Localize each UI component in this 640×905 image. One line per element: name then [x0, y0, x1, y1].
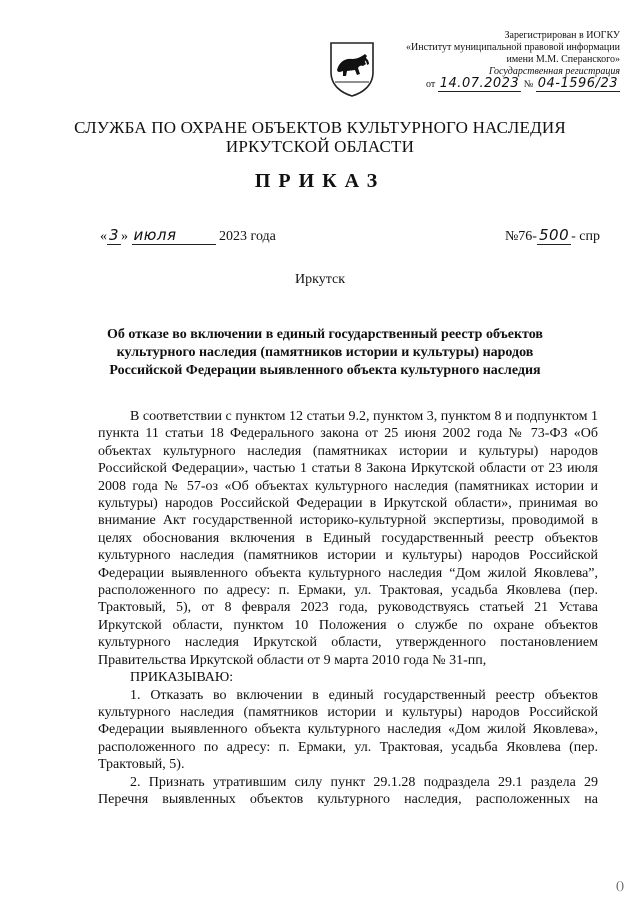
registration-date-number: [360, 78, 620, 91]
registration-line-4: Государственная регистрация: [488, 66, 620, 77]
agency-line-1: СЛУЖБА ПО ОХРАНЕ ОБЪЕКТОВ КУЛЬТУРНОГО НАСЛЕДИЯ: [74, 118, 566, 137]
city: Иркутск: [294, 272, 346, 287]
order-date: [100, 226, 276, 245]
order-number-value: 500: [538, 226, 570, 244]
order-item-1: 1. Отказать во включении в единый государственный реестр объектов культурного наследия (памятников истории и культуры) народов Российской Федерации выявленного объекта культурного наследия «Дом жилой Яковлева», расположенного по адресу: п. Ермаки, ул. Трактовая, усадьба Яковлева (пер. Трактовый, 5).: [98, 687, 598, 773]
registration-stamp: [360, 30, 620, 91]
order-number-suffix: - спр: [571, 229, 600, 244]
registration-date: 14.07.2023: [439, 76, 520, 91]
document-title: ПРИКАЗ: [254, 170, 386, 192]
preamble-paragraph: В соответствии с пунктом 12 статьи 9.2, пунктом 3, пунктом 8 и подпунктом 1 пункта 11 статьи 18 Федерального закона от 25 июня 2002 года № 73-ФЗ «Об объектах культурного наследия (памятниках истории и культуры) народов Российской Федерации», частью 1 статьи 8 Закона Иркутской области от 23 июля 2008 года № 57-оз «Об объектах культурного наследия (памятниках истории и культуры) народов Российской Федерации в Иркутской области», принимая во внимание Акт государственной историко-культурной экспертизы, проводимой в целях обоснования включения в Единый государственный реестр объектов культурного наследия (памятников истории и культуры) народов Российской Федерации выявленного объекта культурного наследия “Дом жилой Яковлева”, расположенного по адресу: п. Ермаки, ул. Трактовая, усадьба Яковлева (пер. Трактовый, 5), от 8 февраля 2023 года, руководствуясь статьей 21 Устава Иркутской области, пунктом 10 Положения о службе по охране объектов культурного наследия Иркутской области, утвержденного постановлением Правительства Иркутской области от 9 марта 2010 года № 31-пп,: [98, 409, 598, 668]
date-day: 3: [109, 226, 120, 244]
date-close-quote: »: [121, 229, 129, 244]
registration-number: 04-1596/23: [537, 76, 618, 91]
date-year: 2023 года: [219, 229, 276, 244]
registration-prefix: от: [426, 79, 436, 90]
order-heading: Об отказе во включении в единый государственный реестр объектов культурного наследия (памятников истории и культуры) народов Российской Федерации выявленного объекта культурного наследия: [107, 327, 543, 378]
order-number: [505, 226, 600, 245]
registration-number-sign: №: [523, 79, 534, 90]
orders-word: ПРИКАЗЫВАЮ:: [130, 670, 234, 686]
date-open-quote: «: [100, 229, 107, 244]
registration-line-3: имени М.М. Сперанского»: [506, 54, 620, 65]
agency-name: [0, 118, 640, 156]
registration-line-1: Зарегистрирован в ИОГКУ: [504, 30, 620, 41]
order-item-2: 2. Признать утратившим силу пункт 29.1.28 подраздела 29.1 раздела 29 Перечня выявленных объектов культурного наследия, расположенных на: [98, 774, 598, 807]
registration-line-2: «Институт муниципальной правовой информации: [406, 42, 620, 53]
coat-of-arms-icon: [327, 40, 377, 98]
order-body: [98, 408, 598, 808]
agency-line-2: ИРКУТСКОЙ ОБЛАСТИ: [225, 137, 415, 156]
corner-mark: (): [616, 878, 624, 892]
order-number-prefix: №76-: [504, 229, 537, 244]
date-month: июля: [132, 226, 216, 245]
